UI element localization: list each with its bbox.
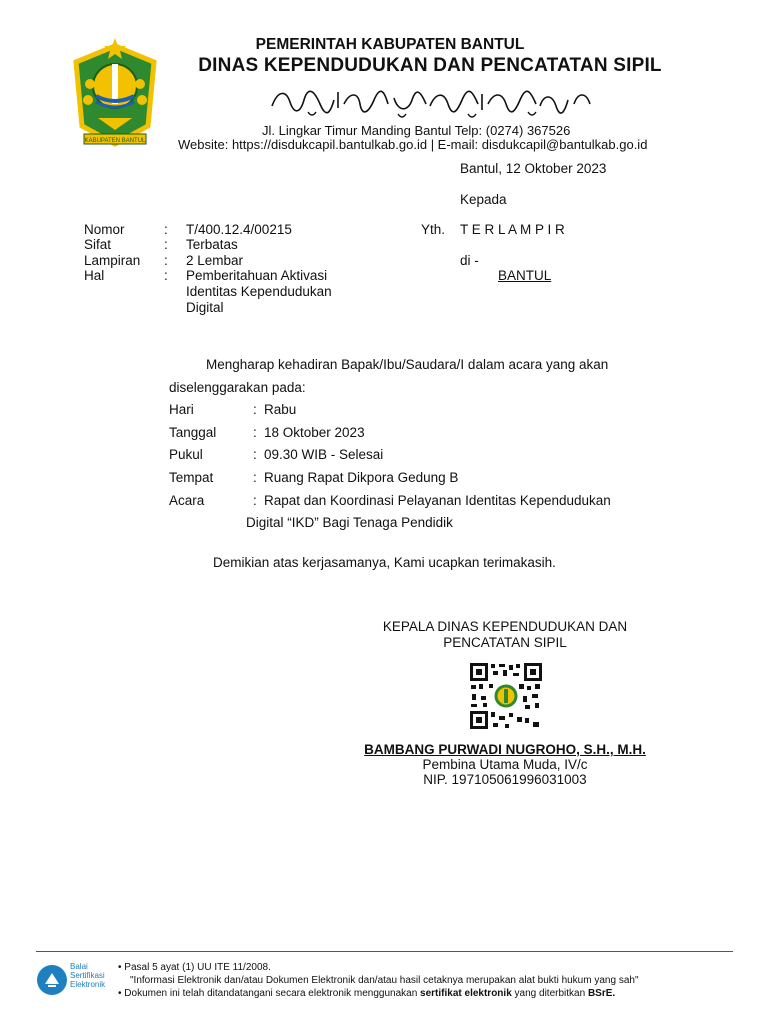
footer-esign-note: Dokumen ini telah ditandatangani secara elektronik menggunakan xyxy=(124,988,421,999)
recipient-city: BANTUL xyxy=(498,268,552,283)
bsre-line-2: Sertifikasi xyxy=(70,971,105,980)
meta-label: Nomor xyxy=(84,222,125,237)
signature-qr-code xyxy=(469,662,543,730)
meta-colon: : xyxy=(164,237,168,252)
bsre-line-1: Balai xyxy=(70,962,88,971)
intro-line-2: diselenggarakan pada: xyxy=(169,380,306,395)
detail-label: Acara xyxy=(169,493,205,508)
bsre-wordmark xyxy=(70,962,105,989)
footer-divider xyxy=(36,951,733,952)
meta-value: Terbatas xyxy=(186,237,238,252)
recipient-yth: Yth. xyxy=(421,222,446,237)
footer-esign-mid: yang diterbitkan xyxy=(511,988,588,999)
javanese-script-agency-name xyxy=(268,84,598,120)
signatory-rank: Pembina Utama Muda, IV/c xyxy=(422,757,588,772)
detail-label: Tanggal xyxy=(169,425,217,440)
meta-value: 2 Lembar xyxy=(186,253,244,268)
closing-text: Demikian atas kerjasamanya, Kami ucapkan terimakasih. xyxy=(213,555,556,570)
bullet-icon: • xyxy=(118,962,122,973)
detail-colon: : xyxy=(253,447,257,462)
detail-colon: : xyxy=(253,470,257,485)
bsre-line-3: Elektronik xyxy=(70,980,106,989)
signature-title-1: KEPALA DINAS KEPENDUDUKAN DAN xyxy=(382,619,628,634)
detail-value: Rapat dan Koordinasi Pelayanan Identitas Kependudukan xyxy=(264,493,611,508)
bullet-icon: • xyxy=(118,988,122,999)
meta-colon: : xyxy=(164,268,168,283)
meta-label: Sifat xyxy=(84,237,112,252)
signatory-name: BAMBANG PURWADI NUGROHO, S.H., M.H. xyxy=(364,742,646,757)
detail-value: Ruang Rapat Dikpora Gedung B xyxy=(264,470,459,485)
letterhead-contact: Website: https://disdukcapil.bantulkab.go.id | E-mail: disdukcapil@bantulkab.go.id xyxy=(178,137,648,152)
meta-value: Pemberitahuan Aktivasi Identitas Kependudukan Digital xyxy=(186,268,332,315)
letterhead-address: Jl. Lingkar Timur Manding Bantul Telp: (0274) 367526 xyxy=(262,123,571,138)
detail-value: Rabu xyxy=(264,402,297,417)
meta-label: Hal xyxy=(84,268,105,283)
detail-label: Tempat xyxy=(169,470,214,485)
footer-quote: "Informasi Elektronik dan/atau Dokumen Elektronik dan/atau hasil cetaknya merupakan alat bukti hukum yang sah" xyxy=(130,975,639,986)
recipient-di: di - xyxy=(460,253,479,268)
detail-colon: : xyxy=(253,402,257,417)
meta-label: Lampiran xyxy=(84,253,141,268)
detail-label: Pukul xyxy=(169,447,203,462)
signature-title-2: PENCATATAN SIPIL xyxy=(443,635,567,650)
meta-colon: : xyxy=(164,253,168,268)
bsre-logo xyxy=(36,960,116,1000)
footer-esign-issuer: BSrE. xyxy=(587,988,616,999)
letterhead-agency: DINAS KEPENDUDUKAN DAN PENCATATAN SIPIL xyxy=(198,55,662,76)
place-date: Bantul, 12 Oktober 2023 xyxy=(460,161,607,176)
detail-value: 09.30 WIB - Selesai xyxy=(264,447,384,462)
detail-label: Hari xyxy=(169,402,194,417)
detail-colon: : xyxy=(253,493,257,508)
detail-colon: : xyxy=(253,425,257,440)
recipient-kepada: Kepada xyxy=(460,192,507,207)
bsre-emblem-icon xyxy=(36,964,68,996)
detail-value: 18 Oktober 2023 xyxy=(264,425,365,440)
intro-line-1: Mengharap kehadiran Bapak/Ibu/Saudara/I dalam acara yang akan xyxy=(206,357,609,372)
letterhead-government: PEMERINTAH KABUPATEN BANTUL xyxy=(255,36,525,53)
detail-acara-continued: Digital “IKD” Bagi Tenaga Pendidik xyxy=(246,515,453,530)
recipient-name: T E R L A M P I R xyxy=(460,222,565,237)
footer-legal-reference: Pasal 5 ayat (1) UU ITE 11/2008. xyxy=(124,962,271,973)
signatory-nip: NIP. 197105061996031003 xyxy=(423,772,587,787)
logo-caption: KABUPATEN BANTUL xyxy=(84,138,146,144)
footer-bullet-1 xyxy=(118,962,271,974)
meta-value: T/400.12.4/00215 xyxy=(186,222,292,237)
meta-colon: : xyxy=(164,222,168,237)
footer-bullet-2 xyxy=(118,988,615,1000)
footer-esign-cert: sertifikat elektronik xyxy=(420,988,512,999)
bantul-regency-logo xyxy=(68,34,162,150)
